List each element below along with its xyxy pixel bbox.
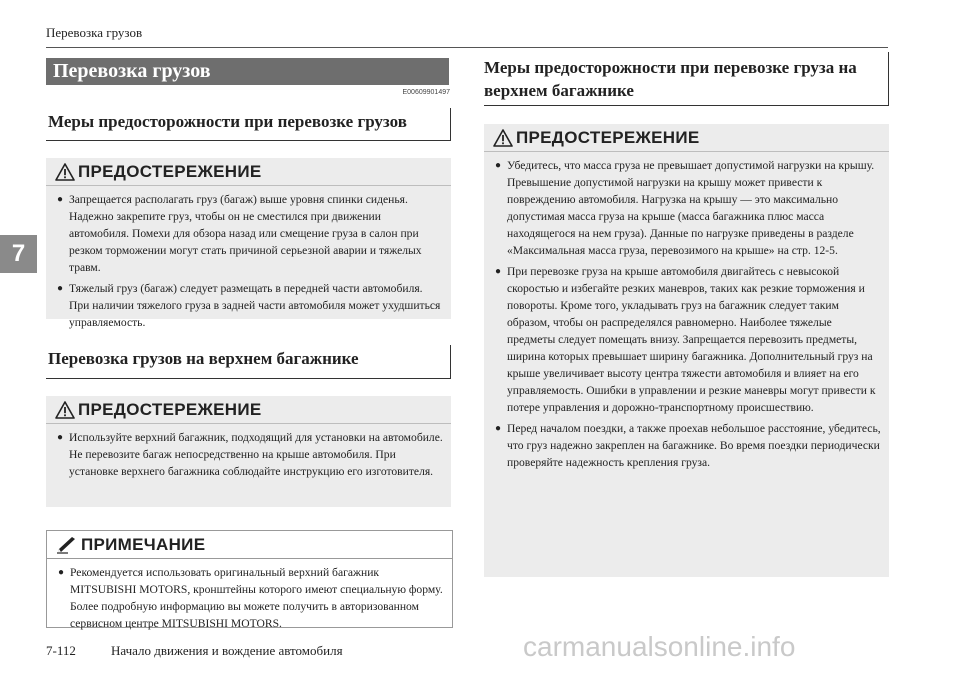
- warning-header: [46, 158, 451, 186]
- bullet-icon: ●: [495, 160, 502, 171]
- subsection-title-cargo-precautions: Меры предосторожности при перевозке грузов: [46, 108, 451, 141]
- pencil-icon: [56, 536, 78, 554]
- note-box: [46, 530, 453, 628]
- list-item: ● Используйте верхний багажник, подходящий для установки на автомобиле. Не перевозите багаж непосредственно на крыше автомобиля. При установке верхнего багажника соблюдайте инструкцию его изготовителя.: [57, 431, 443, 478]
- bullet-icon: ●: [495, 266, 502, 277]
- warning-header: [484, 124, 889, 152]
- warning-box-cargo: [46, 158, 451, 329]
- warning-triangle-icon: [493, 129, 513, 147]
- bullet-icon: ●: [58, 567, 65, 578]
- footer-chapter-title: Начало движения и вождение автомобиля: [111, 643, 343, 658]
- list-item: ● При перевозке груза на крыше автомобиля двигайтесь с невысокой скоростью и избегайте резких маневров, таких как резкие торможения и повороты. Кроме того, укладывать груз на багажник следует таким образом, чтобы он распределялся равномерно. Наиболее тяжелые предметы следует помещать внизу. Запрещается перевозить предметы, ширина которых превышает ширину багажника. Дополнительный груз на крыше увеличивает высоту центра тяжести автомобиля и влияет на его управляемость. Ошибки в управлении и резкие маневры могут привести к потере управления и дорожно-транспортному происшествию.: [495, 265, 876, 414]
- header-divider: [46, 47, 888, 48]
- page-number: 7-112: [46, 643, 76, 658]
- warning-triangle-icon: [55, 163, 75, 181]
- bullet-icon: ●: [57, 283, 64, 294]
- section-title: Перевозка грузов: [46, 58, 449, 85]
- warning-label: ПРЕДОСТЕРЕЖЕНИЕ: [516, 127, 700, 147]
- running-title: Перевозка грузов: [46, 25, 143, 40]
- warning-triangle-icon: [55, 401, 75, 419]
- warning-label: ПРЕДОСТЕРЕЖЕНИЕ: [78, 399, 262, 419]
- bullet-icon: ●: [57, 432, 64, 443]
- list-item: ● Перед началом поездки, а также проехав небольшое расстояние, убедитесь, что груз надежно закреплен на багажнике. Во время поездки периодически проверяйте надежность крепления груза.: [495, 422, 881, 469]
- warning-box-roof-rack: [46, 396, 451, 507]
- warning-box-roof-cargo: [484, 124, 889, 577]
- list-item: ● Тяжелый груз (багаж) следует размещать в передней части автомобиля. При наличии тяжелого груза в задней части автомобиля может ухудшиться управляемость.: [57, 282, 441, 329]
- bullet-icon: ●: [57, 194, 64, 205]
- note-label: ПРИМЕЧАНИЕ: [81, 534, 206, 554]
- list-item: ● Запрещается располагать груз (багаж) выше уровня спинки сиденья. Надежно закрепите груз, чтобы он не сместился при движении автомобиля. Помехи для обзора назад или смещение груза в салон при резком торможении могут стать причиной серьезной аварии и тяжелых травм.: [57, 193, 422, 274]
- list-item: ● Убедитесь, что масса груза не превышает допустимой нагрузки на крышу. Превышение допустимой нагрузки на крышу может привести к повреждению автомобиля. Нагрузка на крышу — это максимально допустимая масса груза на крыше (масса багажника плюс масса находящегося на нем груза). Данные по нагрузке приведены в разделе «Максимальная масса груза, перевозимого на крыше» на стр. 12-5.: [495, 159, 875, 257]
- document-code: E00609901497: [402, 89, 450, 96]
- bullet-icon: ●: [495, 423, 502, 434]
- list-item: ● Рекомендуется использовать оригинальный верхний багажник MITSUBISHI MOTORS, кронштейны которого имеют специальную форму. Более подробную информацию вы можете получить в авторизованном сервисном центре MITSUBISHI MOTORS.: [58, 566, 443, 630]
- subsection-title-roof-rack: Перевозка грузов на верхнем багажнике: [46, 345, 451, 379]
- subsection-title-roof-cargo-precautions: Меры предосторожности при перевозке груза на верхнем багажнике: [484, 52, 889, 106]
- note-header: [47, 531, 452, 559]
- watermark: carmanualsonline.info: [523, 631, 796, 662]
- chapter-tab: 7: [0, 235, 37, 273]
- warning-header: [46, 396, 451, 424]
- warning-label: ПРЕДОСТЕРЕЖЕНИЕ: [78, 161, 262, 181]
